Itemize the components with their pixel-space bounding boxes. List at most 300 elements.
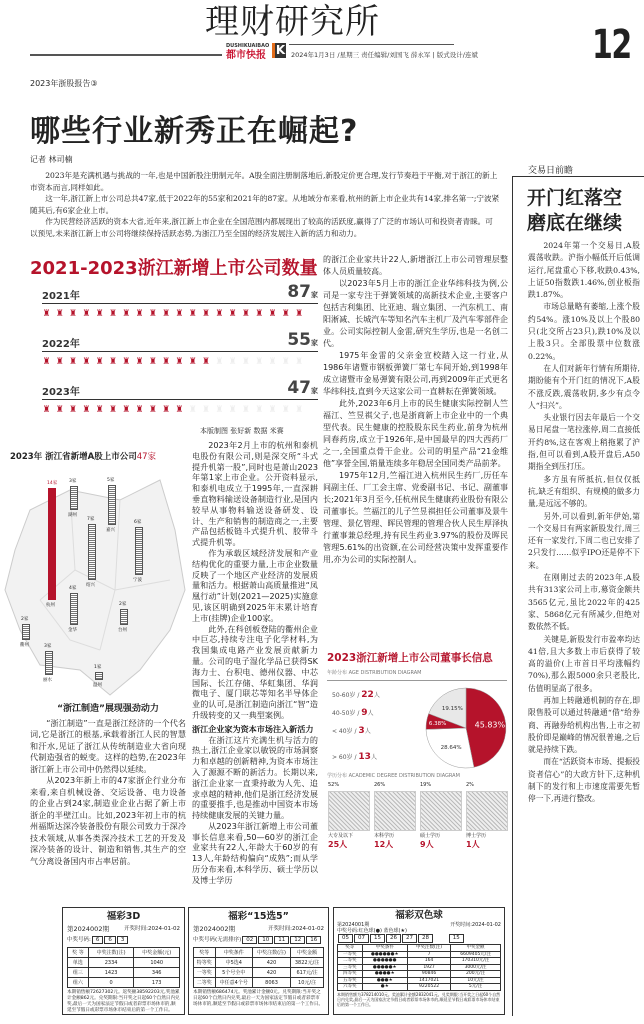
sidebar-body [528,240,640,806]
table-cell: 2334 [88,958,134,968]
table-cell: 二等奖 [194,978,216,988]
region-bar [120,609,128,625]
region-label: 杭州 [46,603,55,608]
region-value: 7家 [87,517,95,522]
region-label: 温州 [93,683,102,688]
region-value: 5家 [107,478,115,483]
winning-number: 3 [117,936,129,944]
intro-paragraph: 2023年是充满机遇与挑战的一年,也是中国新股注册制元年。A股全面注册制落地后,新股定价更合理,发行节奏趋于平衡,对于浙江的新上市资本而言,同样如此。 [30,171,498,192]
table-cell: 90846 [407,971,450,978]
degree-percent: 26% [374,782,386,788]
age-unit: 人 [373,692,380,699]
region-value: 2家 [21,617,29,622]
article-subhead: 浙江企业家为资本市场注入新活力 [192,723,314,734]
age-unit: 人 [364,728,371,735]
company-icon: ♜ [295,309,304,319]
pie-label: 19.15% [441,706,463,713]
subhead: “浙江制造”展现强劲动力 [57,704,159,714]
year-row [30,378,318,423]
company-icon: ♜ [162,405,171,415]
region-label: 衢州 [20,643,29,648]
degree-percent: 52% [328,782,340,788]
age-row: 50-60岁 / 22人 [332,690,380,700]
value-unit: 家 [311,291,318,299]
table-row [338,984,501,991]
red-ball: 07 [354,934,369,943]
table-cell: 1927 [407,964,450,971]
chart-credit: 本版制图 张好新 数据 米赛 [200,427,284,435]
company-icon: ♜ [281,309,290,319]
company-icon: ♜ [148,309,157,319]
company-icon: ♜ [122,309,131,319]
region-label: 湖州 [68,513,77,518]
company-icon: ♜ [148,405,157,415]
row-rule [42,399,318,400]
region-label: 绍兴 [86,583,95,588]
table-cell: 一等奖 [338,951,363,958]
lottery-15x5-box [188,907,329,1015]
company-icon: ♜ [228,309,237,319]
article-paragraph: 从2023年浙江新增上市公司董事长信息来看,50—60岁的浙江企业家共有22人,年龄大于60岁的有13人,年龄结构偏向“成熟”;而从学历分布来看,本科学历、硕士学历以及博士学历 [192,820,318,885]
region-value: 1家 [94,665,102,670]
company-icon: ♜ [55,357,64,367]
table-cell: 中任意4个号 [215,978,252,988]
table-row [68,968,180,978]
company-icon: ♜ [188,357,197,367]
table-cell: 5个号全中 [215,968,252,978]
company-icon: ♜ [108,357,118,367]
company-icon: ♜ [95,357,104,367]
header-cell: 中奖金额 [451,945,501,952]
year-label: 2021年 [42,291,80,302]
company-icon: ♜ [82,357,91,367]
sidebar-tag: 交易日前瞻 [528,166,574,176]
header-cell: 中奖条件 [215,948,252,958]
table-cell: 组六 [68,978,89,988]
company-icon-empty: ♜ [241,357,250,367]
year-value [287,378,318,401]
table-cell: 173 [134,978,180,988]
table-cell: ●●●●●● [362,958,407,965]
table-cell: 420 [252,958,290,968]
header-cell: 中奖金额 [291,948,324,958]
header-cell: 奖 等 [68,948,89,958]
region-bar [135,527,143,575]
headline: 哪些行业新秀正在崛起? [30,114,359,149]
issue: 第2024001期 [337,922,370,928]
winning-number: 16 [306,936,321,944]
company-icon: ♜ [95,405,104,415]
chair-chart-title: 2023浙江新增上市公司董事长信息 [327,652,493,664]
article-paragraph: 1975年12月,竺福江进入杭州民生药厂,历任车间副主任、厂工会主席、党委副书记、书记、副董事长;2021年3月至今,任杭州民生健康药业股份有限公司董事长。竺福江的儿子竺昱祺担任公司董事及景牛管理、景亿管理、晖民管理的管理合伙人民生厚泽执行董事兼总经理,持有民生药业3.97%的股份及晖民管理5.61%的出资额,在公司经营决策中发挥重要作用,亦为公司的实际控制人。 [323,471,508,564]
value-unit: 家 [311,387,318,395]
logo-mark-icon: K [272,43,286,58]
company-icon: ♜ [69,357,78,367]
article-paragraph: 以2023年5月上市的浙江企业华纬科技为例,公司是一家专注于弹簧领域的高新技术企业,主要客户包括吉利集团、比亚迪、瑞立集团、一汽东机工、南阳淅减、长城汽车等知名汽车主机厂及汽车零部件企业。公司实际控制人金雷,研究生学历,也是一名创二代。 [323,279,508,348]
table-cell: 1417021 [407,977,450,984]
company-icons [42,357,304,368]
winning-number: 6 [104,936,116,944]
issue: 第2024002期 [67,925,109,933]
table-cell: 二等奖 [338,958,363,965]
company-icon-empty: ♜ [241,405,250,415]
company-icon: ♜ [82,405,91,415]
table-cell: 五等奖 [338,977,363,984]
degree-count: 12人 [374,840,394,849]
header-cell: 中奖注数(注) [407,945,450,952]
region-value: 2家 [119,602,127,607]
value-number: 55 [287,330,311,350]
age-pie-chart [424,686,508,770]
region-label: 丽水 [43,678,52,683]
company-icon: ♜ [42,309,51,319]
company-icon: ♜ [148,357,157,367]
sidebar-paragraph: 多方虽有所抵抗,但仅仅抵抗,缺乏有组织、有规模的做多力量,是远远不够的。 [528,474,640,509]
company-icon: ♜ [95,309,104,319]
year-label: 2023年 [42,387,80,398]
region-bar [108,485,116,525]
article-paragraph: 从2023年新上市的47家浙企行业分布来看,来自机械设备、交运设备、电力设备的企业占到24家,制造业企业占据了新上市浙企的半壁江山。比如,2023年初上市的杭州福斯达深冷装备股份有限公司致力于深冷技术领域,从事各类深冷技术工艺的开发及深冷装备的设计、制造和销售,其生产的空气分离设备国内市占率居前。 [30,775,186,866]
intro-paragraph: 这一年,浙江新上市公司总共47家,低于2022年的55家和2021年的87家。从地域分布来看,杭州的新上市企业共有14家,排名第一;宁波紧随其后,有6家企业上市。 [30,194,500,215]
company-icon: ♜ [255,309,264,319]
sidebar-paragraph: 在人们对新年行情有所期待,期盼能有个开门红的情况下,A股不涨反跌,震荡收阴,多少有点令人“扫兴”。 [528,363,640,410]
table-cell: ●★ [362,984,407,991]
age-label: 50-60岁 [332,692,356,699]
table-header-row [194,948,324,958]
prize-table [67,947,180,988]
table-cell: 1423 [88,968,134,978]
table-cell: 单选 [68,958,89,968]
table-cell: ●●●●●★ [362,964,407,971]
row-rule [42,303,318,304]
company-icon: ♜ [135,309,144,319]
prize-table [193,947,324,988]
table-row [194,958,324,968]
company-icon: ♜ [108,309,118,319]
age-count: 3 [358,726,365,736]
company-icon: ♜ [82,309,91,319]
table-cell: 六等奖 [338,984,363,991]
table-cell: 170310元/注 [451,958,501,965]
company-icon-empty: ♜ [202,405,211,415]
age-count: 13 [358,752,371,762]
age-count: 22 [361,690,374,700]
byline: 记者 林司楠 [30,155,73,164]
logo-english: DUSHIKUAIBAO [226,43,270,49]
issue: 第2024002期 [193,925,235,933]
company-icon: ♜ [175,357,184,367]
article-paragraph: 2023年2月上市的杭州和泰机电股份有限公司,则是深交所“斗式提升机第一股”,同时也是萧山2023年第1家上市企业。公开资料显示,和泰机电成立于1995年,一直深耕垂直物料输送设备制造行业,是国内较早从事物料输送设备研发、设计、生产和销售的制造商之一,主要产品包括板链斗式提升机、胶带斗式提升机等。 [192,440,318,548]
table-cell: 特等奖 [194,958,216,968]
company-icon-empty: ♜ [295,405,304,415]
company-icon: ♜ [135,405,144,415]
red-ball: 28 [418,934,433,943]
lottery-note: 本期销售额686474元。奖池累计金额0元。兑奖期限:当开奖之日起60个自然日内兑奖,最后一天为国家法定节假日或者彩票市场休市的,顺延至节假日或彩票市场休市结束后的第一个工作日。 [193,990,324,1007]
degree-label: 大专及以下 [328,833,354,839]
degree-count: 1人 [466,840,480,849]
table-cell: 1040 [134,958,180,968]
header-cell: 奖等 [194,948,216,958]
header-rule-left [30,54,222,56]
sidebar-paragraph: 关键是,新股发行市盈率均达41倍,且大多数上市后获得了较高的溢价(上市首日平均涨幅约70%),那么跟5000余只老股比,估值明显高了很多。 [528,634,640,693]
company-icon: ♜ [175,405,184,415]
table-cell: ●●●★ [362,977,407,984]
table-cell: 0 [88,978,134,988]
winning-number: 11 [274,936,289,944]
lottery-ssq-box [333,907,505,1015]
row-rule [42,351,318,352]
table-cell: 164 [407,958,450,965]
map-total: 47家 [136,452,157,462]
table-cell: 9220522 [407,984,450,991]
table-row [68,978,180,988]
table-cell: 中5选4 [215,958,252,968]
sidebar-title-line: 开门红落空 [527,187,623,209]
header-rule-right [289,44,454,45]
article-column [323,254,508,566]
company-icons [42,309,304,320]
table-header-row [68,948,180,958]
table-cell: 10元/注 [451,977,501,984]
section-title: 理财研究所 [205,2,380,42]
age-label: < 40岁 [332,728,353,735]
table-row [68,958,180,968]
company-icon-empty: ♜ [215,405,224,415]
year-value [287,282,318,305]
sidebar-title-line: 磨底在继续 [527,212,623,234]
company-icon: ♜ [241,309,250,319]
company-icon: ♜ [69,309,78,319]
company-icon-empty: ♜ [255,405,264,415]
lottery-title: 福彩双色球 [395,910,443,921]
age-unit: 人 [370,754,377,761]
winning-number: 10 [258,936,273,944]
company-icon: ♜ [175,309,184,319]
pie-label: 6.38% [428,721,447,728]
company-icon-empty: ♜ [268,405,277,415]
degree-percent: 2% [466,782,474,788]
company-icon: ♜ [55,405,64,415]
degree-count: 9人 [420,840,434,849]
pie-label: 28.64% [440,744,462,751]
company-icon-empty: ♜ [188,405,197,415]
draw-date: 开奖时间:2024-01-02 [124,926,180,932]
sidebar-title [527,186,622,236]
table-cell: 一等奖 [194,968,216,978]
year-label: 2022年 [42,339,80,350]
red-ball: 27 [402,934,417,943]
lottery-title: 福彩“15选5” [228,911,289,922]
map-title [10,452,156,463]
company-icon: ♜ [162,357,171,367]
age-label: 40-50岁 [332,710,356,717]
region-bar [88,524,96,580]
header-cell: 中奖注数(注) [88,948,134,958]
red-ball: 26 [386,934,401,943]
article-paragraph: 在浙江这片充满生机与活力的热土,浙江企业家以敏锐的市场洞察力和卓越的创新精神,为资本市场注入了源源不断的新活力。长期以来,浙江企业家一直秉持敢为人先、追求卓越的精神,他们是浙江经济发展的重要推手,也是推动中国资本市场持续健康发展的关键力量。 [192,734,318,821]
numbers-label: 中奖号码: [67,937,91,943]
company-icon-empty: ♜ [281,357,290,367]
company-icon-empty: ♜ [295,357,304,367]
numbers-label: 中奖号码:红色球(●) [337,928,382,934]
article-column [192,440,318,886]
age-row: < 40岁 / 3人 [332,726,371,736]
table-cell: 346 [134,968,180,978]
numbers-label: 中奖号码(无需排序) [193,937,242,943]
article-paragraph: 1975年金雷的父亲金宣校踏入这一行业,从1986年诸暨市钢板弹簧厂第七车间开始,到1998年成立诸暨市金易弹簧有限公司,再到2009年正式更名华纬科技,直到今天这家公司一直耕耘在弹簧领域。 [323,351,508,396]
table-cell: 420 [252,968,290,978]
company-icon: ♜ [55,309,64,319]
sidebar-paragraph: 再加上转融通机制的存在,即限售股可以通过转融通“借”给券商、再融券给机构出售,上市之初股价即是巅峰的情况很普遍,之后就是持续下跌。 [528,695,640,755]
lottery-note: 本期销售额72627302元。返奖额38592203元,奖池累计金额862元。兑奖期限:当开奖之日起60个自然日内兑奖,最后一天为国家法定节假日或者彩票市场休市的,顺延至节假日或彩票市场休市结束后的第一个工作日。 [67,990,180,1013]
table-cell: 6609405元/注 [451,951,501,958]
map-title-text: 2023年 浙江省新增A股上市公司 [10,452,137,462]
company-icon: ♜ [122,357,131,367]
article-paragraph: 此外,在科创板登陆的衢州企业中巨芯,持续专注电子化学材料,为我国集成电路产业发展贡献新力量。公司的电子湿化学品已获得SK海力士、台积电、德州仪器、中芯国际、长江存储、华虹集团、华润微电子、厦门联芯等知名半导体企业的认可,是浙江制造向浙江“智”造升级转变的又一典型案例。 [192,623,318,720]
region-bar [45,651,53,675]
company-icon: ♜ [42,405,51,415]
prize-table [337,944,501,991]
age-label: > 60岁 [332,754,353,761]
campus-illustration [374,791,416,831]
sidebar-paragraph: 另外,可以看到,新年伊始,第一个交易日有两家新股发行,周三还有一家发行,下周二也已安排了2只发行……似乎IPO还是停不下来。 [528,511,640,570]
article-paragraph: 的浙江企业家共计22人,新增浙江上市公司管理层整体人员质量较高。 [323,255,508,276]
table-cell: 5元/注 [451,984,501,991]
degree-item [328,782,372,850]
table-cell: 617元/注 [291,968,324,978]
blue-label: 蓝色球(★) [383,928,407,934]
degree-item [374,782,418,850]
logo-chinese: 都市快报 [226,50,266,61]
table-cell: 200元/注 [451,971,501,978]
lottery-3d-box [62,907,185,1015]
company-icon: ♜ [202,309,211,319]
campus-illustration [466,791,508,831]
degree-label: 博士学历 [466,833,487,839]
table-cell: ●●●●●●★ [362,951,407,958]
company-icon: ♜ [162,309,171,319]
year-row [30,282,318,327]
company-icon: ♜ [69,405,78,415]
region-value: 3家 [69,479,77,484]
year-row [30,330,318,375]
company-icon-empty: ♜ [228,357,237,367]
blue-ball: 15 [449,934,464,943]
intro-paragraph: 作为民营经济活跃的资本大省,近年来,浙江新上市企业在全国范围内都展现出了较高的活跃度,赢得了广泛的市场认可和投资者青睐。可以预见,未来浙江新上市公司将继续保持活跃态势,为浙江乃至全国的经济发展注入新的活力和动力。 [30,217,493,238]
year-value [287,330,318,353]
sidebar-paragraph: 头业银行因去年最后一个交易日尾盘一笔拉涨停,周二直接低开约8%,这在客观上稍拖累了沪指,但可以看到,A股开盘后,A50期指全到压打压。 [528,413,640,472]
company-icon: ♜ [268,309,277,319]
pie-label: 45.83% [474,720,506,730]
degree-percent: 19% [420,782,432,788]
company-icon: ♜ [215,309,224,319]
sidebar-paragraph: 在刚刚过去的2023年,A股共有313家公司上市,募资金额共3565亿元,虽比2022年的425家、5868亿元有所减少,但绝对数依然不低。 [528,573,640,632]
company-icon-empty: ♜ [281,405,290,415]
table-row [194,968,324,978]
table-cell: 三等奖 [338,964,363,971]
company-icon-empty: ♜ [255,357,264,367]
lottery-title: 福彩3D [106,911,141,922]
region-value: 4家 [69,586,77,591]
degree-item [420,782,464,850]
table-cell: 10元/注 [291,978,324,988]
company-icon: ♜ [122,405,131,415]
page-number: 12 [592,22,631,68]
region-value: 14家 [47,481,58,486]
divider [327,680,507,681]
company-icon: ♜ [202,357,211,367]
draw-date: 开奖时间:2024-01-02 [450,922,501,928]
region-bar [22,624,30,640]
age-unit: 人 [367,710,374,717]
region-bar [70,593,78,625]
region-bar [95,672,103,680]
region-value: 6家 [134,520,142,525]
table-cell: 7 [407,951,450,958]
winning-number: 12 [290,936,305,944]
region-label: 宁波 [133,578,142,583]
table-cell: 8063 [252,978,290,988]
degree-label: 本科学历 [374,833,395,839]
chart-title: 2021-2023浙江新增上市公司数量 [30,258,318,279]
table-cell: 3000元/注 [451,964,501,971]
region-bar [48,488,56,600]
article-column [30,700,186,867]
table-cell: ●●●●★ [362,971,407,978]
article-paragraph: “浙江制造”一直是浙江经济的一个代名词,它是浙江的根基,承载着浙江人民的智慧和汗水,见证了浙江从传统制造业大省向现代制造强省的蜕变。这样的趋势,在2023年浙江新上市公司中仍然得以延续。 [30,717,186,774]
red-ball: 15 [370,934,385,943]
article-paragraph: 作为承载区域经济发展和产业结构优化的重要力量,上市企业数量反映了一个地区产业经济的发展质量和活力。根据萧山高质量推进“凤凰行动”计划(2021—2025)实施意见,该区明确到2025年末累计培育上市(挂牌)企业100家。 [192,547,318,623]
company-icon: ♜ [135,357,144,367]
header-cell: 中奖条件 [362,945,407,952]
company-icon-empty: ♜ [268,357,277,367]
degree-item [466,782,510,850]
header-cell: 中奖金额(元) [134,948,180,958]
value-unit: 家 [311,339,318,347]
lottery-note: 本期销售额为378214010元。奖池累计金额2832041元。兑奖期限:当开奖之日起60个自然日内兑奖,最后一天为国家法定节假日或者彩票市场休市的,顺延至节假日或彩票市场休市结束后的第一个工作日。 [337,991,501,1007]
age-subtitle: 年龄分布 AGE DISTRIBUTION DIAGRAM [327,670,422,676]
winning-number: 6 [92,936,104,944]
article-paragraph: 此外,2023年6月上市的民生健康实际控制人竺福江、竺昱祺父子,也是浙商新上市企业中的一个典型代表。民生健康的控股股东民生药业,前身为杭州同春药房,成立于1926年,是中国最早的四大西药厂之一,全国重点骨干企业。公司的明星产品“21金维他”享誉全国,销量连续多年稳居全国同类产品前茅。 [323,399,508,468]
region-value: 3家 [44,644,52,649]
company-icon: ♜ [42,357,51,367]
series-kicker: 2023年浙股报告③ [30,79,98,88]
intro [30,170,500,239]
red-ball: 05 [338,934,353,943]
region-label: 嘉兴 [106,528,115,533]
company-icons [42,405,304,416]
company-icon-empty: ♜ [228,405,237,415]
campus-illustration [420,791,462,831]
degree-subtitle: 学历分布 ACADEMIC DEGREE DISTRIBUTION DIAGRAM [327,773,460,779]
sidebar-paragraph: 而在“活跃资本市场、提振投资者信心”的大政方针下,这种机制下的发行和上市速度需要先暂停一下,再进行整改。 [528,757,640,804]
sidebar-paragraph: 2024年第一个交易日,A股震荡收跌。沪指小幅低开后低调运行,尾盘重心下移,收跌0.43%,上证50指数跌1.46%,创业板指跌1.87%。 [528,241,640,300]
value-number: 47 [287,378,311,398]
table-cell: 组三 [68,968,89,978]
table-cell: 四等奖 [338,971,363,978]
age-row: 40-50岁 / 9人 [332,708,374,718]
degree-label: 硕士学历 [420,833,441,839]
winning-number: 02 [242,936,257,944]
company-icon: ♜ [108,405,118,415]
value-number: 87 [287,282,311,302]
company-icon-empty: ♜ [215,357,224,367]
header-cell: 奖等 [338,945,363,952]
company-icon: ♜ [188,309,197,319]
table-row [194,978,324,988]
campus-illustration [328,791,370,831]
region-label: 金华 [68,628,77,633]
